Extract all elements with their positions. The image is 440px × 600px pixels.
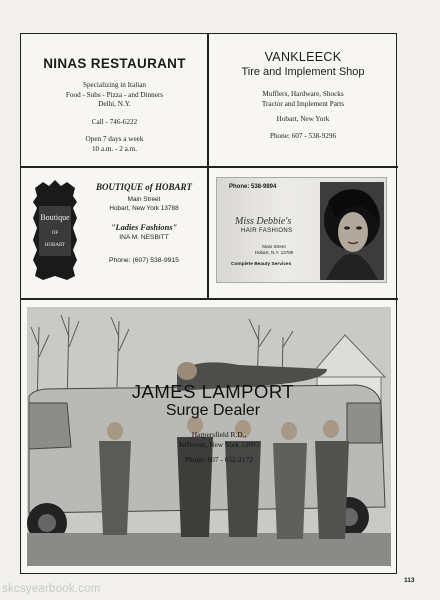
boutique-slogan: "Ladies Fashions": [110, 223, 178, 232]
boutique-details: [83, 182, 205, 264]
debbie-address: [239, 244, 309, 256]
ninas-hours-line: 10 a.m. - 2 a.m.: [91, 144, 138, 153]
divider-horizontal-2: [21, 298, 398, 300]
site-watermark: skcsyearbook.com: [2, 583, 101, 595]
vankleeck-phone: Phone: 607 - 538-9296: [269, 131, 337, 140]
lamport-subtitle: Surge Dealer: [165, 402, 261, 419]
debbie-business: HAIR FASHIONS: [241, 228, 293, 234]
vankleeck-ad: [208, 34, 398, 166]
svg-text:Boutique: Boutique: [40, 213, 70, 222]
boutique-address-line: Main Street: [127, 196, 161, 203]
miss-debbies-business-card: [216, 177, 387, 283]
boutique-owner: INA M. NESBITT: [119, 234, 169, 241]
ninas-hours-line: Open 7 days a week: [85, 135, 144, 144]
woman-portrait-image: [320, 182, 384, 280]
boutique-phone: Phone: (607) 538-9915: [109, 257, 179, 264]
ninas-phone: Call - 746-6222: [91, 117, 138, 126]
boutique-address: [83, 195, 205, 213]
debbie-address-line: Main Street: [262, 244, 286, 249]
boutique-name: BOUTIQUE of HOBART: [95, 182, 192, 192]
lamport-photo-ad: [27, 307, 391, 566]
debbie-name: Miss Debbie's: [235, 216, 292, 227]
debbie-services: Complete Beauty Services: [231, 262, 292, 267]
lamport-title: JAMES LAMPORT: [131, 381, 295, 402]
ninas-hours: [21, 135, 208, 154]
page-number: 113: [404, 577, 415, 584]
vankleeck-description: [208, 90, 398, 109]
advertisement-page: [20, 33, 397, 574]
svg-text:HOBART: HOBART: [44, 243, 66, 248]
ninas-line: Specializing in Italian: [82, 81, 147, 89]
boutique-address-line: Hobart, New York 13788: [109, 205, 179, 212]
vankleeck-town: Hobart, New York: [276, 115, 330, 124]
vankleeck-subtitle: Tire and Implement Shop: [241, 66, 365, 78]
ninas-restaurant-ad: [21, 34, 208, 166]
boutique-ad: [21, 166, 208, 298]
lamport-address-line: Jefferson, New York 12093: [178, 440, 260, 449]
vankleeck-line: Tractor and Implement Parts: [261, 99, 345, 108]
svg-text:OF: OF: [51, 231, 59, 236]
ninas-description: [21, 81, 208, 110]
vankleeck-title: VANKLEECK: [264, 50, 342, 64]
ninas-line: Delhi, N.Y.: [98, 100, 131, 109]
lamport-address-line: Harpersfield R.D.,: [191, 430, 247, 439]
ninas-line: Food - Subs - Pizza - and Dinners: [65, 90, 164, 99]
lamport-address: [129, 430, 309, 450]
debbie-address-line: Hobart, N.Y. 13788: [254, 250, 294, 255]
ninas-title: NINAS RESTAURANT: [43, 56, 186, 71]
vankleeck-line: Mufflers, Hardware, Shocks: [262, 90, 344, 98]
boutique-sign-logo: [29, 178, 81, 282]
debbie-phone: Phone: 538-9894: [229, 184, 277, 190]
lamport-phone: Phone: 607 - 652-2172: [185, 455, 253, 464]
